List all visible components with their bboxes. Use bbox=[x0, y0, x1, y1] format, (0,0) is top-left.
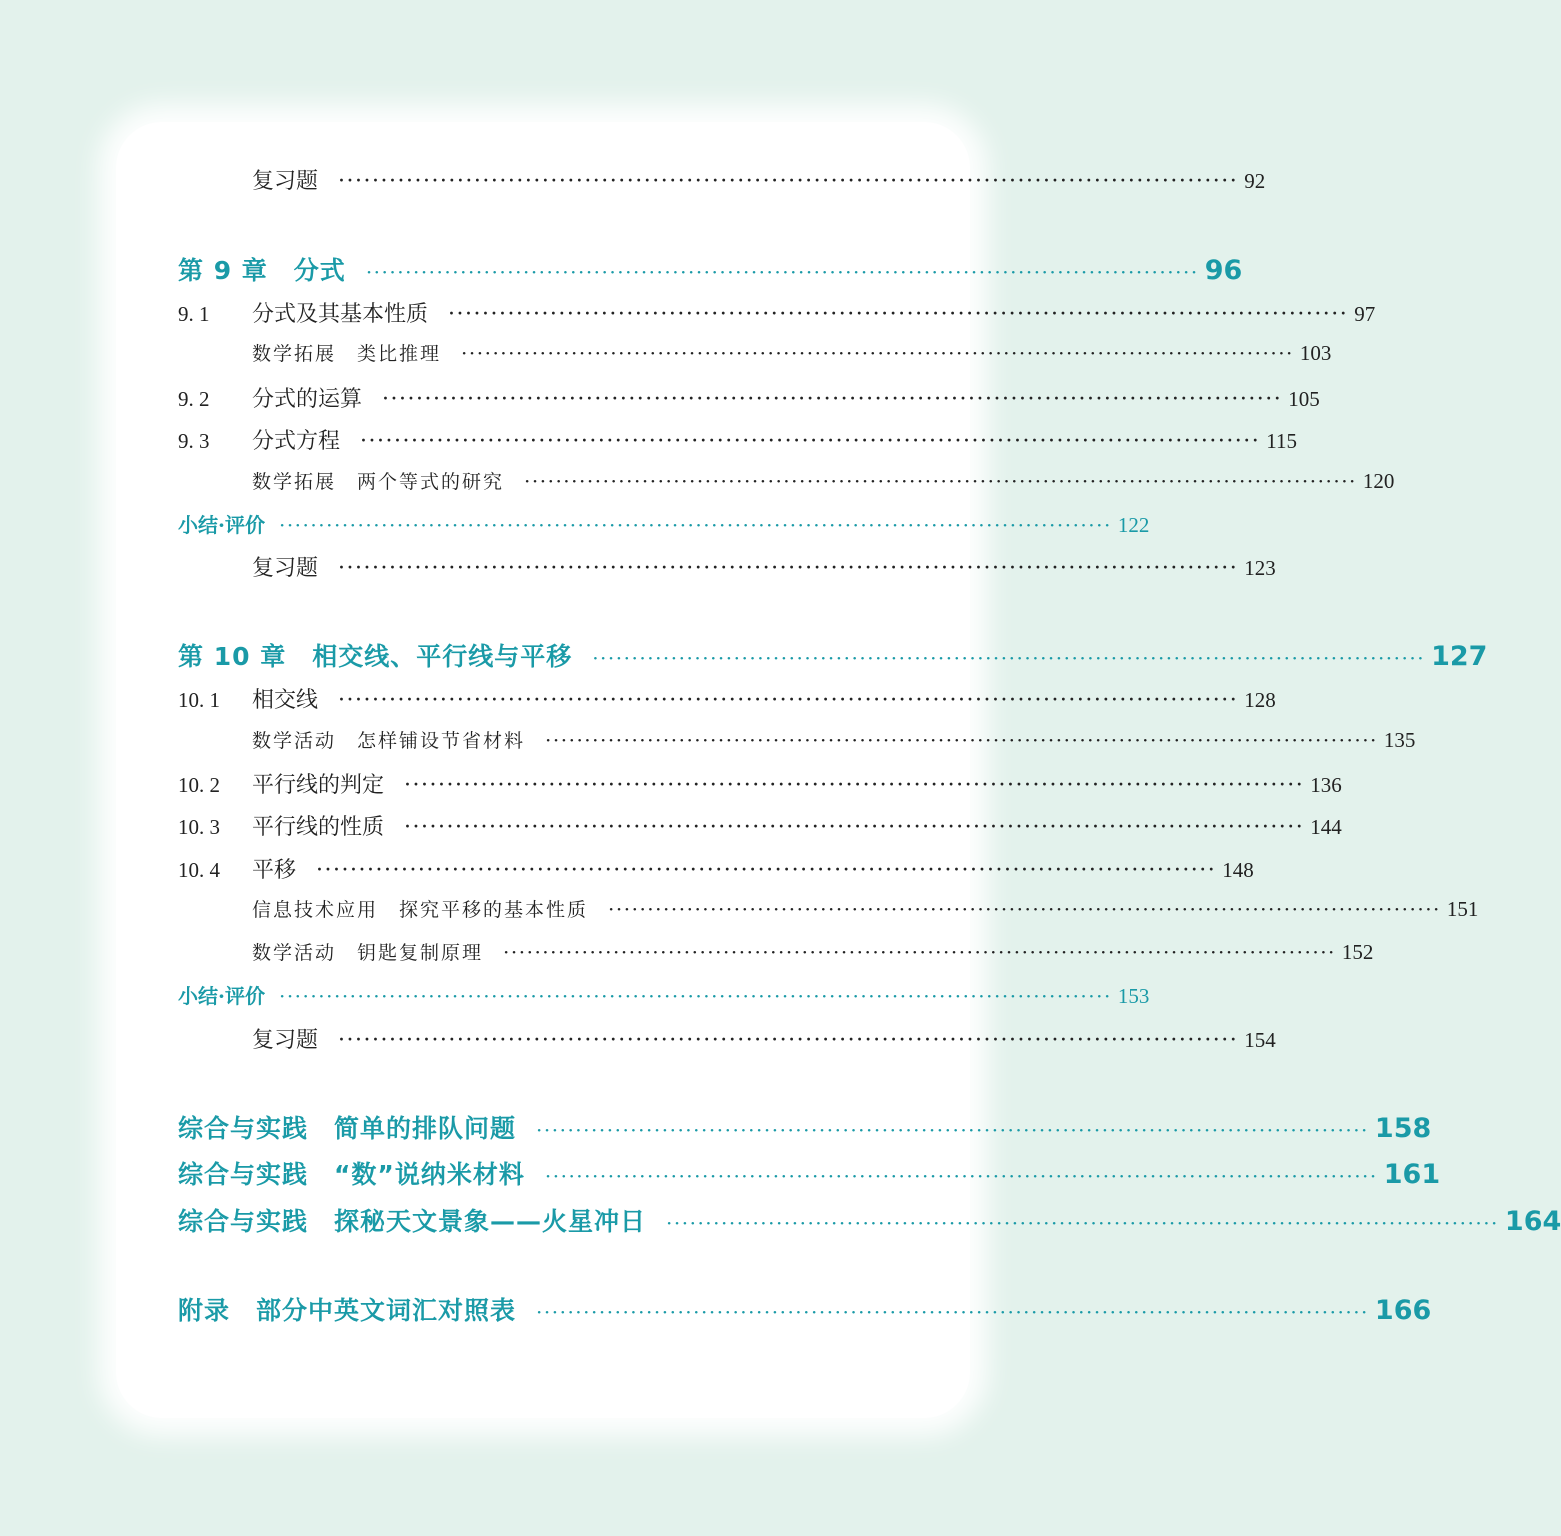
dot-leader: ·········································································································· bbox=[338, 1028, 1239, 1053]
entry-title: 信息技术应用 探究平移的基本性质 bbox=[252, 899, 589, 921]
toc-it-application[interactable] bbox=[178, 895, 1479, 922]
toc-activity[interactable] bbox=[178, 938, 1374, 965]
toc-chapter-10[interactable] bbox=[178, 637, 1488, 673]
summary-title: 小结·评价 bbox=[178, 984, 265, 1008]
appendix-title: 附录 部分中英文词汇对照表 bbox=[178, 1296, 517, 1325]
section-number: 10. 3 bbox=[178, 815, 220, 839]
page-number: 152 bbox=[1341, 940, 1374, 964]
toc-practice-nano[interactable] bbox=[178, 1155, 1441, 1191]
toc-extension[interactable] bbox=[178, 467, 1395, 494]
practice-title: 综合与实践 简单的排队问题 bbox=[178, 1114, 517, 1143]
page-number: 164 bbox=[1504, 1206, 1561, 1237]
page-number: 105 bbox=[1288, 387, 1320, 411]
toc-entry-review[interactable] bbox=[178, 551, 1276, 582]
page-number: 166 bbox=[1374, 1295, 1432, 1326]
section-title: 平行线的性质 bbox=[252, 815, 385, 840]
toc-section-10-4[interactable] bbox=[178, 853, 1254, 884]
page-number: 151 bbox=[1446, 897, 1479, 921]
entry-title: 数学活动 怎样铺设节省材料 bbox=[252, 730, 526, 752]
section-number: 10. 4 bbox=[178, 858, 220, 882]
dot-leader: ·········································································································· bbox=[544, 1164, 1378, 1188]
toc-practice-queue[interactable] bbox=[178, 1109, 1432, 1145]
section-title: 平行线的判定 bbox=[252, 773, 385, 798]
toc-section-10-1[interactable] bbox=[178, 683, 1276, 714]
page-number: 158 bbox=[1374, 1113, 1432, 1144]
chapter-title: 第 10 章 相交线、平行线与平移 bbox=[178, 642, 573, 671]
dot-leader: ·········································································································· bbox=[404, 773, 1305, 798]
page-number: 115 bbox=[1266, 429, 1298, 453]
dot-leader: ·········································································································· bbox=[608, 897, 1441, 921]
entry-title: 数学拓展 类比推理 bbox=[252, 343, 442, 365]
entry-title: 复习题 bbox=[252, 556, 319, 581]
toc-practice-mars[interactable] bbox=[178, 1202, 1561, 1238]
page-number: 148 bbox=[1222, 858, 1254, 882]
dot-leader: ·········································································································· bbox=[524, 469, 1357, 493]
page-number: 136 bbox=[1310, 773, 1342, 797]
dot-leader: ·········································································································· bbox=[360, 429, 1261, 454]
toc-section-9-3[interactable] bbox=[178, 424, 1298, 455]
dot-leader: ·········································································································· bbox=[338, 556, 1239, 581]
toc-section-10-2[interactable] bbox=[178, 768, 1342, 799]
toc-entry-review[interactable] bbox=[178, 164, 1266, 195]
toc-summary[interactable] bbox=[178, 980, 1150, 1009]
chapter-title: 第 9 章 分式 bbox=[178, 256, 346, 285]
page-number: 97 bbox=[1354, 302, 1376, 326]
summary-title: 小结·评价 bbox=[178, 513, 265, 537]
dot-leader: ·········································································································· bbox=[592, 646, 1426, 670]
section-title: 分式及其基本性质 bbox=[252, 302, 429, 327]
page-number: 123 bbox=[1244, 556, 1276, 580]
page-number: 135 bbox=[1383, 728, 1416, 752]
toc-section-10-3[interactable] bbox=[178, 810, 1342, 841]
section-number: 10. 2 bbox=[178, 773, 220, 797]
page-number: 128 bbox=[1244, 688, 1276, 712]
section-number: 9. 1 bbox=[178, 302, 210, 326]
toc-activity[interactable] bbox=[178, 726, 1416, 753]
section-title: 分式的运算 bbox=[252, 387, 363, 412]
dot-leader: ·········································································································· bbox=[338, 169, 1239, 194]
page-number: 154 bbox=[1244, 1028, 1276, 1052]
dot-leader: ·········································································································· bbox=[461, 341, 1294, 365]
page-number: 144 bbox=[1310, 815, 1342, 839]
dot-leader: ·········································································································· bbox=[536, 1300, 1369, 1324]
entry-title: 复习题 bbox=[252, 1028, 319, 1053]
page-number: 120 bbox=[1362, 469, 1395, 493]
page-number: 92 bbox=[1244, 169, 1266, 193]
toc-chapter-9[interactable] bbox=[178, 251, 1243, 287]
entry-title: 复习题 bbox=[252, 169, 319, 194]
section-title: 分式方程 bbox=[252, 429, 341, 454]
entry-title: 数学活动 钥匙复制原理 bbox=[252, 942, 484, 964]
dot-leader: ·········································································································· bbox=[545, 728, 1378, 752]
section-title: 相交线 bbox=[252, 688, 319, 713]
dot-leader: ·········································································································· bbox=[382, 387, 1283, 412]
page-number: 96 bbox=[1204, 255, 1243, 286]
dot-leader: ·········································································································· bbox=[503, 940, 1336, 964]
dot-leader: ·········································································································· bbox=[278, 984, 1112, 1008]
section-number: 9. 3 bbox=[178, 429, 210, 453]
entry-title: 数学拓展 两个等式的研究 bbox=[252, 471, 505, 493]
toc-extension[interactable] bbox=[178, 339, 1332, 366]
dot-leader: ·········································································································· bbox=[404, 815, 1305, 840]
practice-title: 综合与实践 探秘天文景象——火星冲日 bbox=[178, 1207, 647, 1236]
toc-appendix[interactable] bbox=[178, 1291, 1432, 1327]
section-number: 9. 2 bbox=[178, 387, 210, 411]
section-number: 10. 1 bbox=[178, 688, 220, 712]
section-title: 平移 bbox=[252, 858, 297, 883]
page-number: 103 bbox=[1299, 341, 1332, 365]
toc-section-9-1[interactable] bbox=[178, 297, 1376, 328]
toc-section-9-2[interactable] bbox=[178, 382, 1320, 413]
dot-leader: ·········································································································· bbox=[536, 1118, 1369, 1142]
dot-leader: ·········································································································· bbox=[338, 688, 1239, 713]
page-number: 161 bbox=[1383, 1159, 1441, 1190]
toc-entry-review[interactable] bbox=[178, 1023, 1276, 1054]
dot-leader: ·········································································································· bbox=[666, 1211, 1499, 1235]
dot-leader: ·········································································································· bbox=[448, 302, 1349, 327]
dot-leader: ·········································································································· bbox=[316, 858, 1217, 883]
toc-summary[interactable] bbox=[178, 509, 1150, 538]
dot-leader: ·········································································································· bbox=[365, 260, 1199, 284]
page-number: 127 bbox=[1431, 641, 1488, 672]
dot-leader: ·········································································································· bbox=[278, 513, 1112, 537]
practice-title: 综合与实践 “数”说纳米材料 bbox=[178, 1160, 525, 1189]
page-number: 153 bbox=[1117, 984, 1150, 1008]
page-number: 122 bbox=[1117, 513, 1150, 537]
